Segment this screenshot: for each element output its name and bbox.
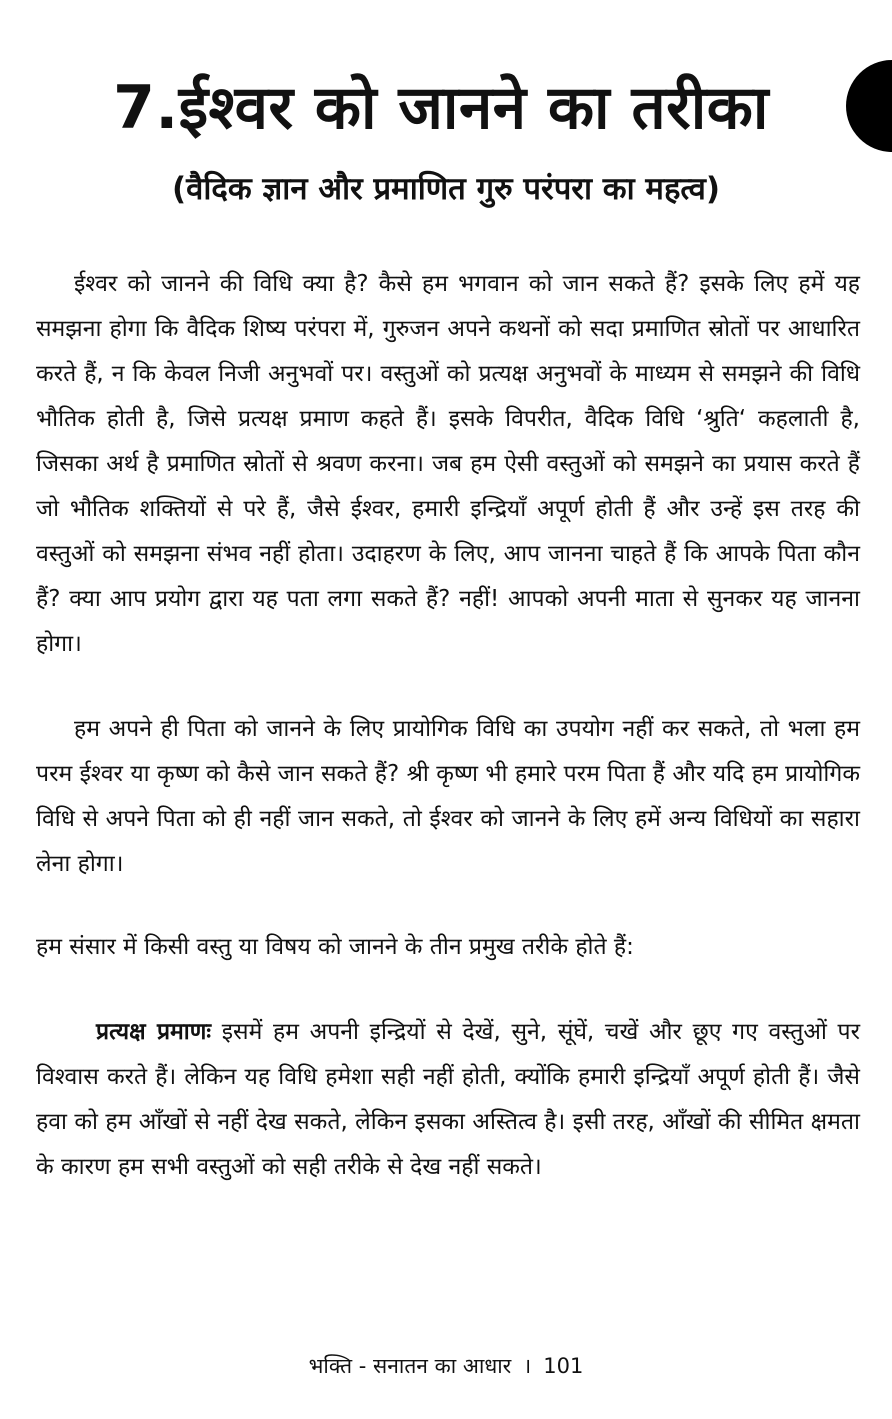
paragraph-3: हम संसार में किसी वस्तु या विषय को जानने के तीन प्रमुख तरीके होते हैं:: [36, 934, 634, 960]
chapter-tab-marker: [846, 60, 892, 152]
paragraph-2: हम अपने ही पिता को जानने के लिए प्रायोगिक विधि का उपयोग नहीं कर सकते, तो भला हम परम ईश्वर या कृष्ण को कैसे जान सकते हैं? श्री कृष्ण भी हमारे परम पिता हैं और यदि हम प्रायोगिक विधि से अपने पिता को ही नहीं जान सकते, तो ईश्वर को जानने के लिए हमें अन्य विधियों का सहारा लेना होगा।: [36, 716, 860, 877]
footer-separator: ।: [523, 1354, 532, 1378]
chapter-title: 7.ईश्वर को जानने का तरीका: [113, 73, 769, 143]
page-number: 101: [543, 1354, 584, 1378]
chapter-subtitle: (वैदिक ज्ञान और प्रमाणित गुरु परंपरा का महत्व): [171, 171, 721, 207]
paragraph-4-text: इसमें हम अपनी इन्द्रियों से देखें, सुने, सूंघें, चखें और छूए गए वस्तुओं पर विश्वास करते हैं। लेकिन यह विधि हमेशा सही नहीं होती, क्योंकि हमारी इन्द्रियाँ अपूर्ण होती हैं। जैसे हवा को हम आँखों से नहीं देख सकते, लेकिन इसका अस्तित्व है। इसी तरह, आँखों की सीमित क्षमता के कारण हम सभी वस्तुओं को सही तरीके से देख नहीं सकते।: [36, 1019, 861, 1180]
book-title: भक्ति - सनातन का आधार: [308, 1354, 512, 1378]
paragraph-4: [36, 1010, 860, 1190]
body-text: [36, 262, 860, 1190]
pratyaksha-pramana-term: प्रत्यक्ष प्रमाणः: [96, 1019, 212, 1045]
paragraph-1: ईश्वर को जानने की विधि क्या है? कैसे हम भगवान को जान सकते हैं? इसके लिए हमें यह समझना होगा कि वैदिक शिष्य परंपरा में, गुरुजन अपने कथनों को सदा प्रमाणित स्रोतों पर आधारित करते हैं, न कि केवल निजी अनुभवों पर। वस्तुओं को प्रत्यक्ष अनुभवों के माध्यम से समझने की विधि भौतिक होती है, जिसे प्रत्यक्ष प्रमाण कहते हैं। इसके विपरीत, वैदिक विधि ‘श्रुति‘ कहलाती है, जिसका अर्थ है प्रमाणित स्रोतों से श्रवण करना। जब हम ऐसी वस्तुओं को समझने का प्रयास करते हैं जो भौतिक शक्तियों से परे हैं, जैसे ईश्वर, हमारी इन्द्रियाँ अपूर्ण होती हैं और उन्हें इस तरह की वस्तुओं को समझना संभव नहीं होता। उदाहरण के लिए, आप जानना चाहते हैं कि आपके पिता कौन हैं? क्या आप प्रयोग द्वारा यह पता लगा सकते हैं? नहीं! आपको अपनी माता से सुनकर यह जानना होगा।: [36, 271, 860, 657]
page-footer: [0, 1352, 892, 1380]
